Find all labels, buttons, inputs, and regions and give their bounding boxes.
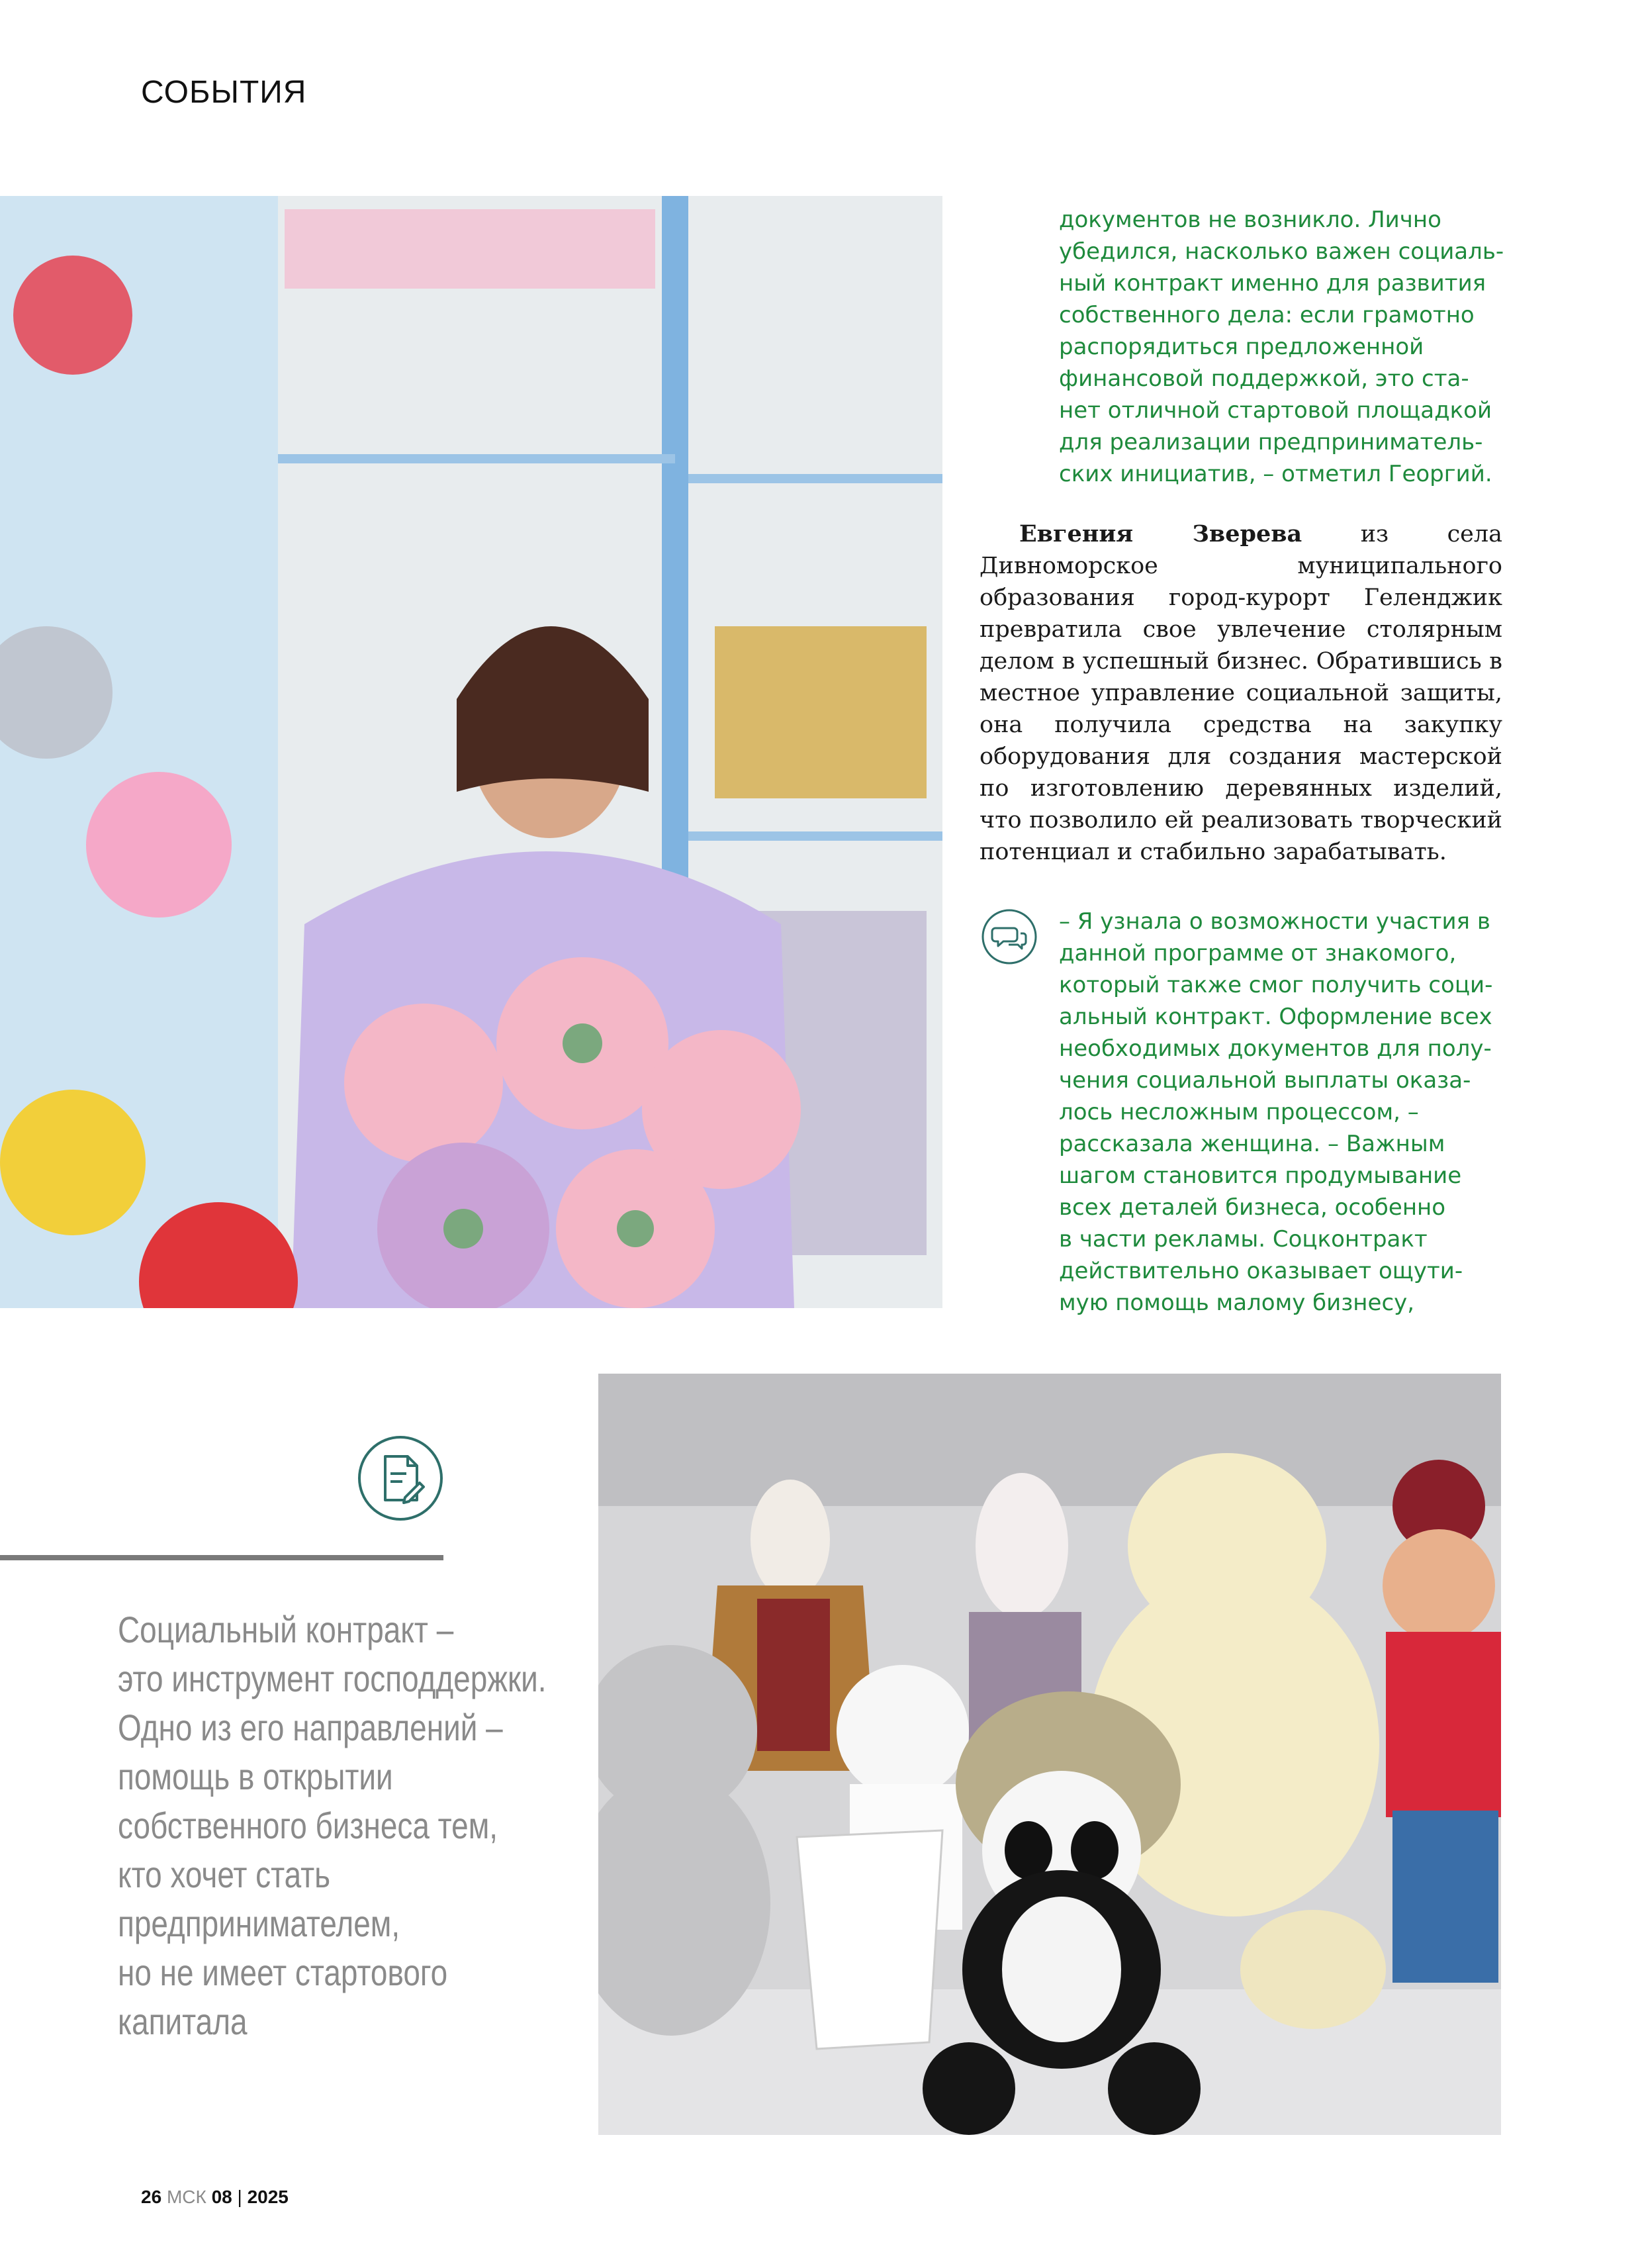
sidebar-line: помощь в открытии	[118, 1756, 393, 1797]
quote-line: в части рекламы. Соцконтракт	[1059, 1226, 1428, 1252]
sidebar-line: капитала	[118, 2001, 248, 2042]
magazine-brand: МСК	[166, 2187, 206, 2207]
page-footer	[141, 2187, 289, 2208]
footer-separator: |	[237, 2187, 242, 2207]
quote-line: ских инициатив, – отметил Георгий.	[1059, 461, 1492, 487]
quote-line: рассказала женщина. – Важным	[1059, 1131, 1445, 1157]
quote-line: данной программе от знакомого,	[1059, 940, 1457, 967]
photo-crochet-toys	[598, 1374, 1501, 2135]
quote-line: – Я узнала о возможности участия в	[1059, 908, 1490, 935]
person-name: Евгения Зверева	[1019, 520, 1302, 547]
sidebar-line: предпринимателем,	[118, 1903, 400, 1944]
section-title: СОБЫТИЯ	[141, 75, 307, 110]
document-pen-icon	[356, 1434, 445, 1523]
quote-continuation	[1059, 204, 1522, 490]
article-text: из села Дивноморское муниципального образования город-курорт Геленджик превратила свое увлечение столярным делом в успешный бизнес. Обратившись в местное управление социальной защиты, она получила средства на закупку оборудования для создания мастерской по изготовлению деревянных изделий, что позволило ей реализовать творческий потенциал и стабильно зарабатывать.	[980, 521, 1502, 865]
quote-line: необходимых документов для полу-	[1059, 1035, 1492, 1062]
sidebar-line: Социальный контракт –	[118, 1609, 454, 1650]
quote-line: мую помощь малому бизнесу,	[1059, 1290, 1415, 1316]
sidebar-line: кто хочет стать	[118, 1854, 331, 1895]
quote-line: собственного дела: если грамотно	[1059, 302, 1475, 328]
photo-woman-balloons	[0, 196, 942, 1308]
speech-bubbles-icon	[981, 908, 1038, 965]
issue-number: 08	[211, 2187, 232, 2207]
issue-year: 2025	[247, 2187, 289, 2207]
quote-line: распорядиться предложенной	[1059, 334, 1424, 360]
quote-line: всех деталей бизнеса, особенно	[1059, 1194, 1446, 1221]
quote-line: чения социальной выплаты оказа-	[1059, 1067, 1471, 1094]
sidebar-line: но не имеет стартового	[118, 1952, 448, 1993]
quote-line: лось несложным процессом, –	[1059, 1099, 1419, 1125]
divider-rule	[0, 1555, 443, 1560]
sidebar-line: это инструмент господдержки.	[118, 1658, 547, 1699]
sidebar-line: Одно из его направлений –	[118, 1707, 503, 1748]
quote-line: документов не возникло. Лично	[1059, 207, 1441, 233]
quote-line: нет отличной стартовой площадкой	[1059, 397, 1492, 424]
quote-line: финансовой поддержкой, это ста-	[1059, 365, 1469, 392]
quote-evgenia	[1059, 906, 1522, 1319]
quote-line: для реализации предприниматель-	[1059, 429, 1483, 455]
article-body	[980, 518, 1502, 868]
quote-line: ный контракт именно для развития	[1059, 270, 1486, 297]
page-number: 26	[141, 2187, 162, 2207]
article-paragraph	[980, 518, 1502, 868]
sidebar-callout	[118, 1605, 547, 2046]
quote-line: который также смог получить соци-	[1059, 972, 1493, 998]
quote-line: действительно оказывает ощути-	[1059, 1258, 1463, 1284]
quote-line: убедился, насколько важен социаль-	[1059, 238, 1504, 265]
quote-line: шагом становится продумывание	[1059, 1162, 1462, 1189]
sidebar-line: собственного бизнеса тем,	[118, 1805, 498, 1846]
quote-line: альный контракт. Оформление всех	[1059, 1004, 1492, 1030]
